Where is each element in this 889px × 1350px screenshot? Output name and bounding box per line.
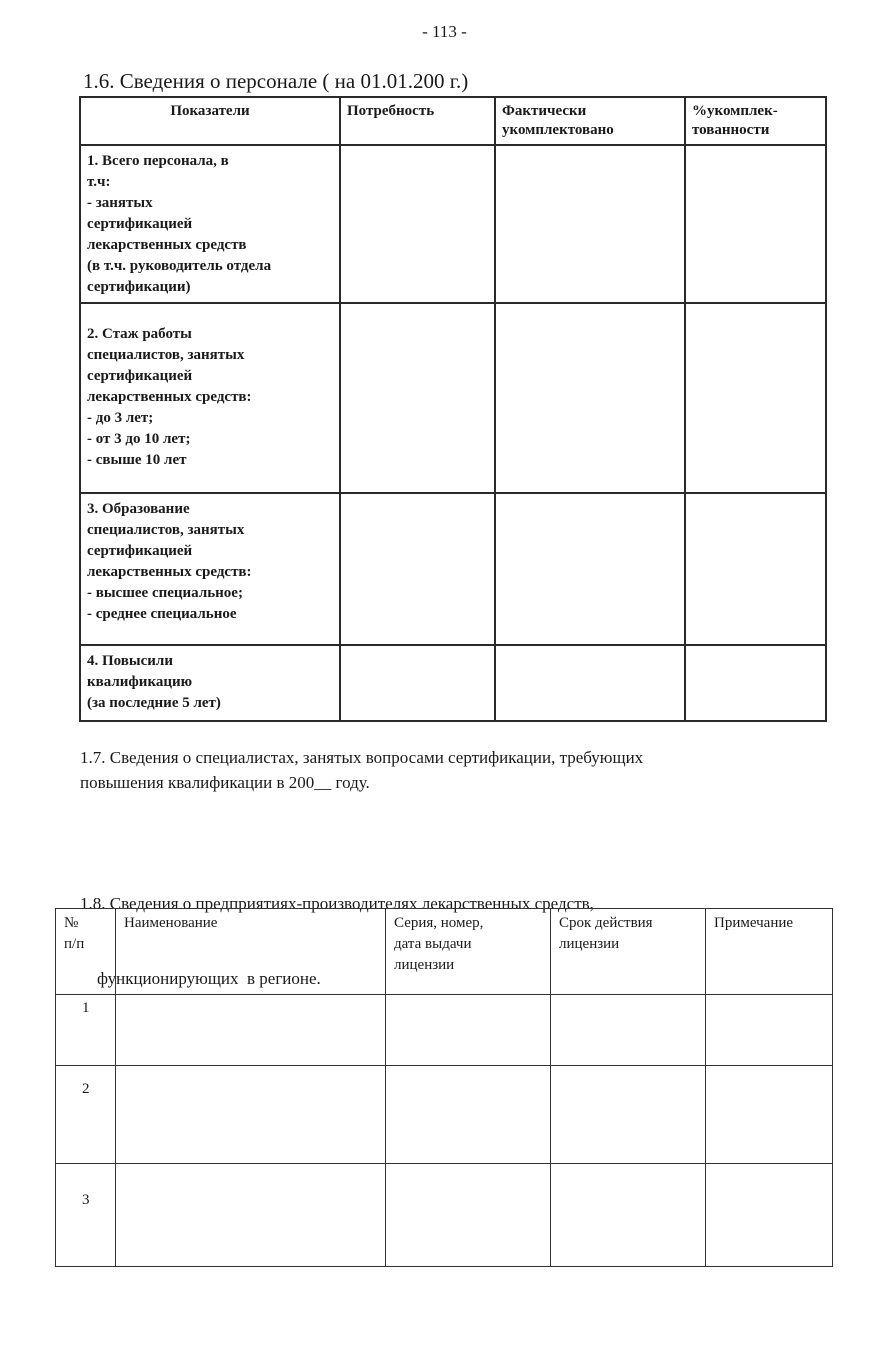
table-row bbox=[56, 995, 833, 1066]
section-1-8-line: 1.8. Сведения о предприятиях-производителях лекарственных средств, bbox=[80, 894, 594, 913]
indicator-line: - высшее специальное; bbox=[87, 585, 243, 601]
manufacturers-table bbox=[55, 908, 833, 1267]
indicator-line: - среднее специальное bbox=[87, 606, 237, 622]
empty-cell bbox=[495, 303, 685, 493]
personnel-table bbox=[79, 96, 827, 722]
empty-cell bbox=[685, 493, 826, 645]
header-license-term bbox=[551, 909, 706, 995]
header-number-line: п/п bbox=[64, 936, 85, 952]
section-1-6-title: 1.6. Сведения о персонале ( на 01.01.200 г.) bbox=[83, 69, 469, 93]
indicator-cell bbox=[80, 645, 340, 721]
header-license-term-line: Срок действия bbox=[559, 915, 653, 931]
indicator-line: квалификацию bbox=[87, 674, 193, 690]
section-1-7-line: повышения квалификации в 200__ году. bbox=[80, 773, 370, 792]
header-license-series bbox=[386, 909, 551, 995]
indicator-line: специалистов, занятых bbox=[87, 347, 245, 363]
empty-cell bbox=[116, 1066, 386, 1164]
empty-cell bbox=[685, 303, 826, 493]
row-number: 3 bbox=[56, 1164, 116, 1267]
empty-cell bbox=[551, 1066, 706, 1164]
header-need: Потребность bbox=[340, 97, 495, 145]
indicator-line: - от 3 до 10 лет; bbox=[87, 431, 191, 447]
empty-cell bbox=[706, 1164, 833, 1267]
indicator-line: 3. Образование bbox=[87, 501, 190, 517]
header-indicators: Показатели bbox=[80, 97, 340, 145]
empty-cell bbox=[386, 1066, 551, 1164]
empty-cell bbox=[685, 645, 826, 721]
indicator-line: лекарственных средств bbox=[87, 237, 247, 253]
header-actual-line: Фактически bbox=[502, 103, 587, 119]
empty-cell bbox=[495, 493, 685, 645]
indicator-line: (в т.ч. руководитель отдела bbox=[87, 258, 272, 274]
indicator-line: лекарственных средств: bbox=[87, 564, 252, 580]
header-license-series-line: дата выдачи bbox=[394, 936, 472, 952]
indicator-line: сертификации) bbox=[87, 279, 191, 295]
empty-cell bbox=[495, 145, 685, 303]
empty-cell bbox=[685, 145, 826, 303]
table-row bbox=[80, 303, 826, 493]
indicator-cell bbox=[80, 303, 340, 493]
header-percent bbox=[685, 97, 826, 145]
empty-cell bbox=[495, 645, 685, 721]
indicator-line: лекарственных средств: bbox=[87, 389, 252, 405]
empty-cell bbox=[116, 995, 386, 1066]
header-percent-line: %укомплек- bbox=[692, 103, 778, 119]
row-number: 1 bbox=[56, 995, 116, 1066]
header-license-series-line: лицензии bbox=[394, 957, 455, 973]
header-number-line: № bbox=[64, 915, 79, 931]
indicator-line: (за последние 5 лет) bbox=[87, 695, 221, 711]
page-number: - 113 - bbox=[422, 22, 467, 41]
section-1-7-line: 1.7. Сведения о специалистах, занятых вопросами сертификации, требующих bbox=[80, 748, 644, 767]
empty-cell bbox=[706, 995, 833, 1066]
indicator-line: 4. Повысили bbox=[87, 653, 173, 669]
table-row bbox=[56, 1164, 833, 1267]
empty-cell bbox=[340, 493, 495, 645]
header-actual-line: укомплектовано bbox=[502, 122, 614, 138]
indicator-line: т.ч: bbox=[87, 174, 111, 190]
indicator-line: 1. Всего персонала, в bbox=[87, 153, 229, 169]
header-percent-line: тованности bbox=[692, 122, 770, 138]
empty-cell bbox=[386, 1164, 551, 1267]
empty-cell bbox=[551, 1164, 706, 1267]
indicator-line: специалистов, занятых bbox=[87, 522, 245, 538]
manufacturers-table-header bbox=[56, 909, 833, 995]
header-name: Наименование bbox=[116, 909, 386, 995]
empty-cell bbox=[340, 645, 495, 721]
empty-cell bbox=[386, 995, 551, 1066]
table-row bbox=[80, 493, 826, 645]
header-actual bbox=[495, 97, 685, 145]
section-1-8-line: функционирующих в регионе. bbox=[80, 969, 321, 988]
table-row bbox=[56, 1066, 833, 1164]
empty-cell bbox=[706, 1066, 833, 1164]
section-1-7-title bbox=[80, 745, 643, 795]
header-note: Примечание bbox=[706, 909, 833, 995]
empty-cell bbox=[116, 1164, 386, 1267]
indicator-line: 2. Стаж работы bbox=[87, 326, 192, 342]
header-number bbox=[56, 909, 116, 995]
empty-cell bbox=[340, 145, 495, 303]
personnel-table-header bbox=[80, 97, 826, 145]
indicator-line: сертификацией bbox=[87, 543, 193, 559]
empty-cell bbox=[551, 995, 706, 1066]
indicator-line: сертификацией bbox=[87, 368, 193, 384]
header-license-series-line: Серия, номер, bbox=[394, 915, 484, 931]
table-row bbox=[80, 645, 826, 721]
indicator-line: - до 3 лет; bbox=[87, 410, 154, 426]
indicator-line: сертификацией bbox=[87, 216, 193, 232]
header-license-term-line: лицензии bbox=[559, 936, 620, 952]
empty-cell bbox=[340, 303, 495, 493]
row-number: 2 bbox=[56, 1066, 116, 1164]
indicator-line: - свыше 10 лет bbox=[87, 452, 187, 468]
indicator-cell bbox=[80, 493, 340, 645]
indicator-cell bbox=[80, 145, 340, 303]
indicator-line: - занятых bbox=[87, 195, 153, 211]
table-row bbox=[80, 145, 826, 303]
